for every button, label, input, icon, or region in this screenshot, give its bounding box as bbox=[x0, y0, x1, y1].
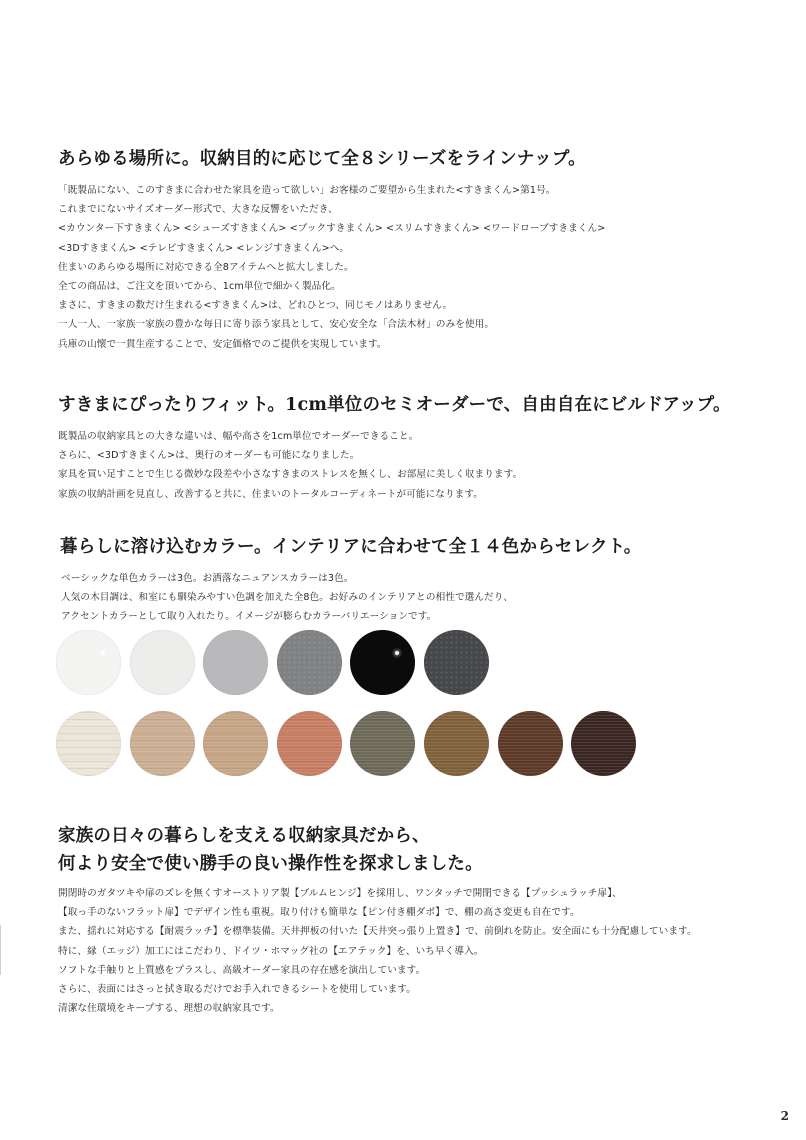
body-line: まさに、すきまの数だけ生まれる<すきまくん>は、どれひとつ、同じモノはありません。 bbox=[58, 300, 453, 312]
body-line: ソフトな手触りと上質感をプラスし、高級オーダー家具の存在感を演出しています。 bbox=[58, 964, 426, 976]
color-swatch bbox=[277, 630, 342, 695]
body-line: 全ての商品は、ご注文を頂いてから、1cm単位で細かく製品化。 bbox=[58, 281, 341, 293]
body-line: 「既製品にない、このすきまに合わせた家具を造って欲しい」お客様のご要望から生まれた<すきまくん>第1号。 bbox=[58, 185, 556, 196]
color-swatch bbox=[350, 630, 415, 695]
section-body-lineup bbox=[58, 181, 778, 354]
color-swatch bbox=[424, 630, 489, 695]
color-swatch bbox=[130, 630, 195, 695]
body-line: ベーシックな単色カラーは3色。お洒落なニュアンスカラーは3色。 bbox=[61, 573, 354, 584]
color-swatch bbox=[203, 711, 268, 776]
section-heading-line: 何より安全で使い勝手の良い操作性を探求しました。 bbox=[58, 854, 483, 874]
body-line: さらに、<3Dすきまくん>は、奥行のオーダーも可能になりました。 bbox=[58, 450, 360, 462]
color-swatch bbox=[56, 630, 121, 695]
body-line: アクセントカラーとして取り入れたり。イメージが膨らむカラーバリエーションです。 bbox=[61, 611, 437, 623]
section-heading-safety bbox=[58, 822, 778, 878]
section-heading-lineup: あらゆる場所に。収納目的に応じて全８シリーズをラインナップ。 bbox=[58, 149, 586, 169]
edge-divider bbox=[0, 925, 1, 975]
body-line: 人気の木目調は、和室にも馴染みやすい色調を加えた全8色。お好みのインテリアとの相性で選んだり、 bbox=[61, 592, 514, 604]
color-swatch bbox=[571, 711, 636, 776]
body-line: さらに、表面にはさっと拭き取るだけでお手入れできるシートを使用しています。 bbox=[58, 984, 416, 996]
body-line: 特に、縁（エッジ）加工にはこだわり、ドイツ・ホマッグ社の【エアテック】を、いち早く導入。 bbox=[58, 945, 484, 957]
body-line: <3Dすきまくん> <テレビすきまくん> <レンジすきまくん>へ。 bbox=[58, 242, 350, 254]
color-swatch bbox=[498, 711, 563, 776]
color-swatch bbox=[277, 711, 342, 776]
color-swatch bbox=[424, 711, 489, 776]
color-swatch bbox=[56, 711, 121, 776]
section-lineup bbox=[58, 145, 778, 354]
body-line: <カウンター下すきまくん> <シューズすきまくん> <ブックすきまくん> <スリムすきまくん> <ワードローブすきまくん> bbox=[58, 223, 606, 235]
body-line: 【取っ手のないフラット扉】でデザイン性も重視。取り付けも簡単な【ピン付き棚ダボ】で、棚の高さ変更も自在です。 bbox=[58, 907, 580, 919]
color-swatch bbox=[350, 711, 415, 776]
section-heading-semi-order: すきまにぴったりフィット。1cm単位のセミオーダーで、自由自在にビルドアップ。 bbox=[58, 395, 731, 415]
section-semi-order bbox=[58, 391, 778, 504]
body-line: 一人一人、一家族一家族の豊かな毎日に寄り添う家具として、安心安全な「合法木材」のみを使用。 bbox=[58, 319, 495, 331]
section-colors bbox=[60, 533, 780, 627]
section-body-semi-order bbox=[58, 427, 778, 504]
color-swatch bbox=[130, 711, 195, 776]
section-heading-line: 家族の日々の暮らしを支える収納家具だから、 bbox=[58, 826, 430, 846]
body-line: 住まいのあらゆる場所に対応できる全8アイテムへと拡大しました。 bbox=[58, 261, 354, 273]
color-swatch-row-woodgrain bbox=[56, 711, 636, 776]
color-swatch-row-solid bbox=[56, 630, 489, 695]
body-line: 家族の収納計画を見直し、改善すると共に、住まいのトータルコーディネートが可能になります。 bbox=[58, 488, 483, 500]
body-line: 既製品の収納家具との大きな違いは、幅や高さを1cm単位でオーダーできること。 bbox=[58, 431, 419, 442]
page-number: 2 bbox=[780, 1109, 789, 1123]
section-safety bbox=[58, 822, 778, 1018]
body-line: 家具を買い足すことで生じる微妙な段差や小さなすきまのストレスを無くし、お部屋に美しく収まります。 bbox=[58, 469, 523, 481]
color-swatch bbox=[203, 630, 268, 695]
body-line: これまでにないサイズオーダー形式で、大きな反響をいただき、 bbox=[58, 204, 338, 216]
section-heading-colors: 暮らしに溶け込むカラー。インテリアに合わせて全１４色からセレクト。 bbox=[60, 537, 642, 557]
section-body-safety bbox=[58, 884, 778, 1018]
body-line: 開閉時のガタツキや扉のズレを無くすオーストリア製【ブルムヒンジ】を採用し、ワンタッチで開閉できる【プッシュラッチ扉】、 bbox=[58, 888, 622, 899]
section-body-colors bbox=[60, 569, 780, 627]
body-line: また、揺れに対応する【耐震ラッチ】を標準装備。天井押板の付いた【天井突っ張り上置き】で、前倒れを防止。安全面にも十分配慮しています。 bbox=[58, 926, 697, 938]
body-line: 兵庫の山懐で一貫生産することで、安定価格でのご提供を実現しています。 bbox=[58, 338, 387, 350]
body-line: 清潔な住環境をキープする、理想の収納家具です。 bbox=[58, 1003, 280, 1015]
